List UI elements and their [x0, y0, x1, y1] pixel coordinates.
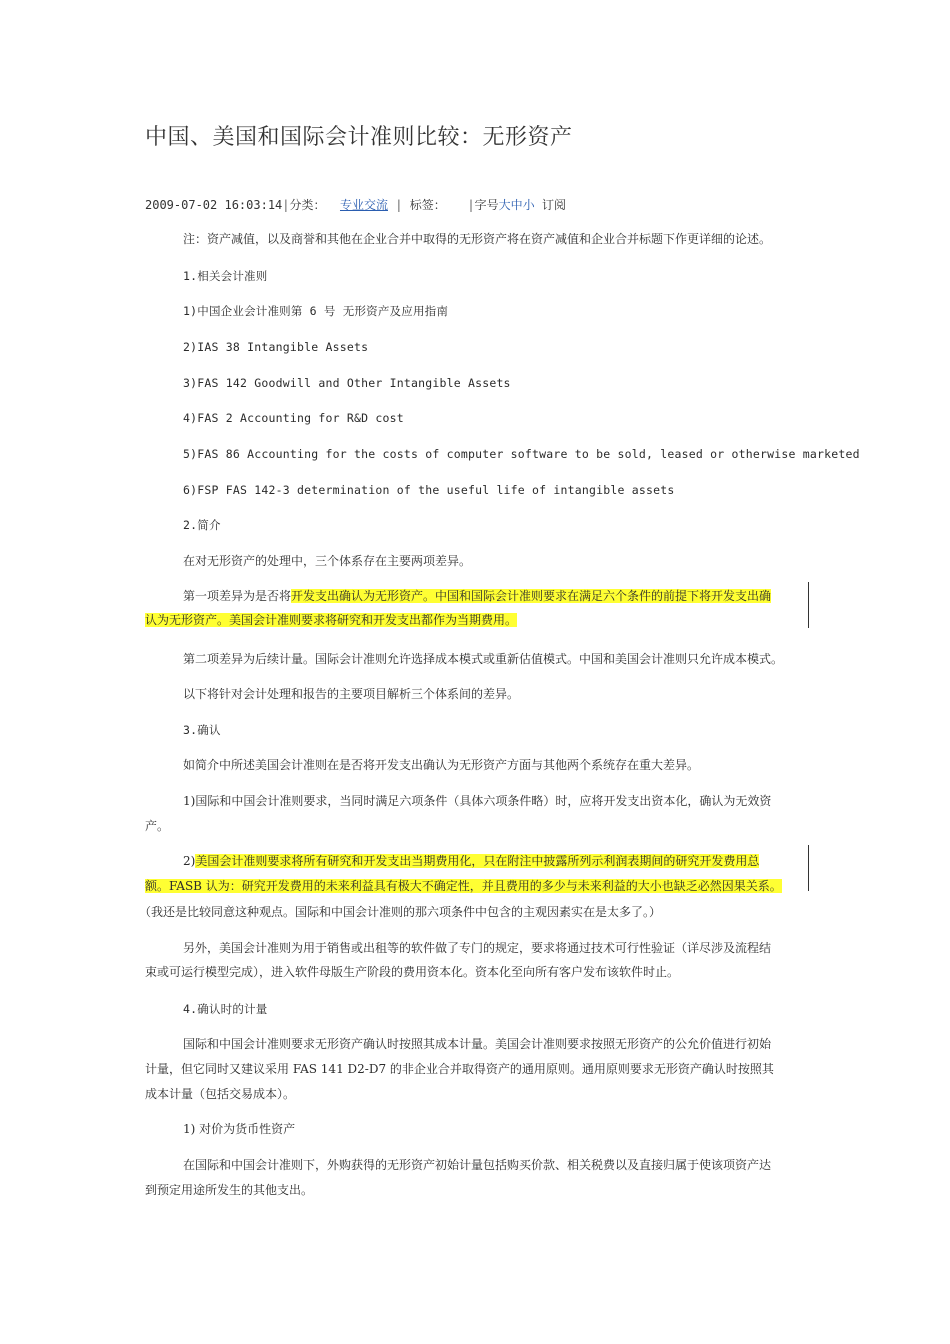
- note-paragraph: 注：资产减值，以及商誉和其他在企业合并中取得的无形资产将在资产减值和企业合并标题下作更详细的论述。: [183, 232, 772, 246]
- margin-rule: [808, 845, 809, 891]
- standard-item: 3)FAS 142 Goodwill and Other Intangible Assets: [183, 376, 511, 390]
- section-heading: 1) 对价为货币性资产: [183, 1122, 296, 1136]
- standard-item: 5)FAS 86 Accounting for the costs of computer software to be sold, leased or otherwise marketed: [183, 447, 860, 461]
- subscribe-link[interactable]: 订阅: [541, 198, 566, 212]
- paragraph: 以下将针对会计处理和报告的主要项目解析三个体系间的差异。: [183, 687, 520, 701]
- page-title: 中国、美国和国际会计准则比较：无形资产: [145, 125, 573, 150]
- standard-item: 4)FAS 2 Accounting for R&D cost: [183, 411, 404, 425]
- paragraph-line: [183, 853, 759, 869]
- font-size-label: 字号: [474, 198, 499, 212]
- tags-label: 标签：: [409, 198, 446, 212]
- section-heading: 2.简介: [183, 518, 221, 532]
- paragraph-line: [183, 588, 771, 604]
- font-size-large-button[interactable]: 大: [498, 198, 511, 212]
- section-heading: 1.相关会计准则: [183, 269, 268, 283]
- margin-rule: [808, 582, 809, 628]
- paragraph-text: 第一项差异为是否将: [183, 589, 292, 603]
- highlighted-text: 美国会计准则要求将所有研究和开发支出当期费用化，只在附注中披露所列示利润表期间的研究开发费用总: [195, 854, 760, 868]
- paragraph: 第二项差异为后续计量。国际会计准则允许选择成本模式或重新估值模式。中国和美国会计准则只允许成本模式。: [183, 652, 784, 666]
- meta-separator: |: [467, 198, 475, 212]
- paragraph-line: 在国际和中国会计准则下，外购获得的无形资产初始计量包括购买价款、相关税费以及直接归属于使该项资产达: [183, 1158, 772, 1172]
- paragraph-line: 产。: [145, 819, 170, 833]
- font-size-small-button[interactable]: 小: [522, 198, 535, 212]
- font-size-medium-button[interactable]: 中: [510, 198, 523, 212]
- paragraph: 如简介中所述美国会计准则在是否将开发支出确认为无形资产方面与其他两个系统存在重大差异。: [183, 758, 700, 772]
- highlighted-text: 开发支出确认为无形资产。中国和国际会计准则要求在满足六个条件的前提下将开发支出确: [291, 589, 772, 603]
- meta-separator: |: [282, 198, 290, 212]
- section-heading: 4.确认时的计量: [183, 1002, 268, 1016]
- paragraph-line: 另外，美国会计准则为用于销售或出租等的软件做了专门的规定，要求将通过技术可行性验证（详尽涉及流程结: [183, 941, 772, 955]
- paragraph-text: 2): [183, 854, 196, 868]
- post-meta: [145, 196, 566, 213]
- paragraph-line: 到预定用途所发生的其他支出。: [145, 1183, 314, 1197]
- standard-item: 2)IAS 38 Intangible Assets: [183, 340, 369, 354]
- paragraph-line: （我还是比较同意这种观点。国际和中国会计准则的那六项条件中包含的主观因素实在是太多了。）: [139, 905, 662, 919]
- paragraph-line: 束或可运行模型完成），进入软件母版生产阶段的费用资本化。资本化至向所有客户发布该软件时止。: [145, 965, 680, 979]
- highlighted-text: 认为无形资产。美国会计准则要求将研究和开发支出都作为当期费用。: [145, 613, 518, 627]
- category-link[interactable]: 专业交流: [339, 198, 388, 212]
- standard-item: 6)FSP FAS 142-3 determination of the useful life of intangible assets: [183, 483, 675, 497]
- paragraph-line: [145, 612, 517, 628]
- standard-item: 1)中国企业会计准则第 6 号 无形资产及应用指南: [183, 304, 449, 318]
- highlighted-text: 额。FASB 认为：研究开发费用的未来利益具有极大不确定性，并且费用的多少与未来利益的大小也缺乏必然因果关系。: [145, 879, 782, 893]
- section-heading: 3.确认: [183, 723, 221, 737]
- paragraph-line: [145, 878, 782, 894]
- paragraph: 在对无形资产的处理中，三个体系存在主要两项差异。: [183, 554, 472, 568]
- paragraph-line: 1)国际和中国会计准则要求，当同时满足六项条件（具体六项条件略）时，应将开发支出资本化，确认为无效资: [183, 794, 772, 808]
- paragraph-line: 计量，但它同时又建议采用 FAS 141 D2-D7 的非企业合并取得资产的通用原则。通用原则要求无形资产确认时按照其: [145, 1062, 774, 1076]
- meta-separator: |: [395, 198, 403, 212]
- category-label: 分类：: [289, 198, 326, 212]
- paragraph-line: 成本计量（包括交易成本）。: [145, 1087, 296, 1101]
- paragraph-line: 国际和中国会计准则要求无形资产确认时按照其成本计量。美国会计准则要求按照无形资产的公允价值进行初始: [183, 1037, 772, 1051]
- post-datetime: 2009-07-02 16:03:14: [145, 198, 283, 212]
